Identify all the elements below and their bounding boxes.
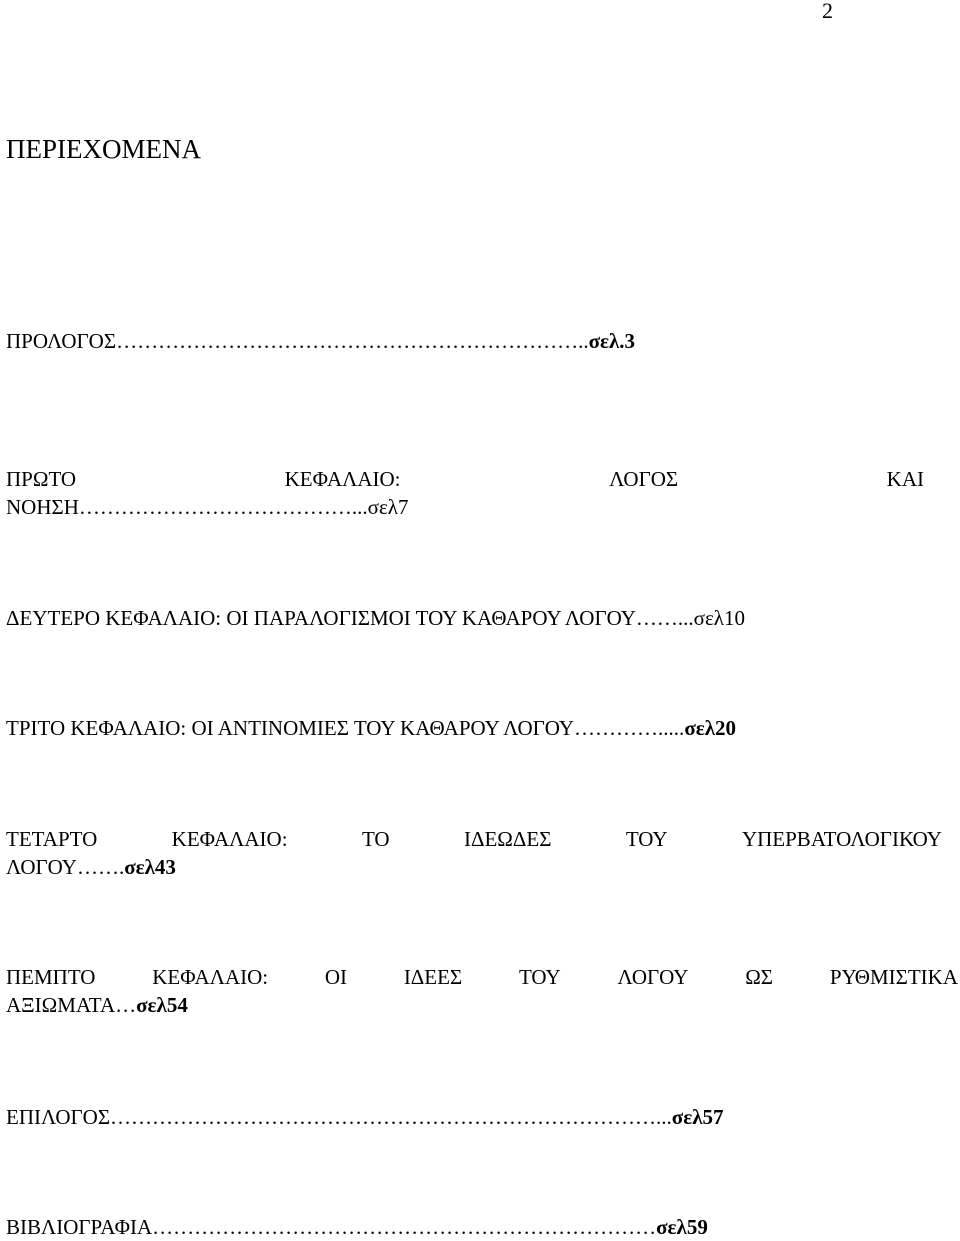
toc-word: ΚΕΦΑΛΑΙΟ: xyxy=(152,965,269,989)
toc-entry-line-1 xyxy=(6,963,958,991)
toc-word: ΠΡΩΤΟ xyxy=(6,467,77,491)
toc-entry-text: ΠΡΟΛΟΓΟΣ………………………………………………………….. xyxy=(6,329,589,353)
toc-entry-line-2 xyxy=(6,493,924,521)
toc-entry-line-1 xyxy=(6,465,924,493)
toc-word: ΤΟ xyxy=(361,827,390,851)
toc-word: ΟΙ xyxy=(324,965,348,989)
toc-entry-bibliography xyxy=(6,1213,924,1241)
toc-entry-chapter-3 xyxy=(6,714,924,742)
toc-word: ΚΕΦΑΛΑΙΟ: xyxy=(284,467,401,491)
toc-word: ΥΠΕΡΒΑΤΟΛΟΓΙΚΟΥ xyxy=(741,827,942,851)
toc-word: ΤΟΥ xyxy=(518,965,561,989)
toc-entry-text: ΒΙΒΛΙΟΓΡΑΦΙΑ……………………………………………………………… xyxy=(6,1215,657,1239)
toc-entry-text: ΕΠΙΛΟΓΟΣ……………………………………………………………………... xyxy=(6,1105,672,1129)
toc-entry-chapter-2 xyxy=(6,604,924,632)
page-title: ΠΕΡΙΕΧΟΜΕΝΑ xyxy=(6,134,201,164)
toc-entry-page: σελ43 xyxy=(124,855,176,879)
toc-entry-chapter-5 xyxy=(6,963,958,1019)
toc-word: ΛΟΓΟΣ xyxy=(609,467,679,491)
toc-entry-text: ΤΡΙΤΟ ΚΕΦΑΛΑΙΟ: ΟΙ ΑΝΤΙΝΟΜΙΕΣ ΤΟΥ ΚΑΘΑΡΟΥ ΛΟΓΟΥ…………..... xyxy=(6,716,685,740)
toc-entry-line-2 xyxy=(6,853,942,881)
toc-entry-prologue xyxy=(6,327,924,355)
toc-entry-page: σελ10 xyxy=(693,606,745,630)
toc-word: ΡΥΘΜΙΣΤΙΚΑ xyxy=(829,965,958,989)
toc-entry-chapter-1 xyxy=(6,465,924,521)
toc-word: ΤΕΤΑΡΤΟ xyxy=(6,827,98,851)
toc-entry-page: σελ57 xyxy=(671,1105,724,1129)
toc-word: ΤΟΥ xyxy=(625,827,668,851)
toc-entry-text: ΔΕΥΤΕΡΟ ΚΕΦΑΛΑΙΟ: ΟΙ ΠΑΡΑΛΟΓΙΣΜΟΙ ΤΟΥ ΚΑΘΑΡΟΥ ΛΟΓΟΥ……... xyxy=(6,606,694,630)
toc-word: ΚΕΦΑΛΑΙΟ: xyxy=(171,827,288,851)
toc-word: ΙΔΕΕΣ xyxy=(403,965,463,989)
toc-word: ΙΔΕΩΔΕΣ xyxy=(463,827,552,851)
toc-entry-chapter-4 xyxy=(6,825,942,881)
toc-word: ΩΣ xyxy=(745,965,774,989)
toc-entry-page: σελ.3 xyxy=(588,329,636,353)
toc-entry-text: ΝΟΗΣΗ…………………………………... xyxy=(6,495,368,519)
toc-entry-page: σελ7 xyxy=(367,495,409,519)
toc-word: ΛΟΓΟΥ xyxy=(617,965,689,989)
toc-word: ΠΕΜΠΤΟ xyxy=(6,965,96,989)
toc-word: ΚΑΙ xyxy=(886,467,924,491)
toc-entry-page: σελ20 xyxy=(684,716,737,740)
toc-entry-line-2 xyxy=(6,991,958,1019)
toc-entry-page: σελ59 xyxy=(656,1215,708,1239)
toc-entry-page: σελ54 xyxy=(136,993,188,1017)
toc-entry-epilogue xyxy=(6,1103,924,1131)
toc-entry-text: ΛΟΓΟΥ……. xyxy=(6,855,125,879)
toc-entry-text: ΑΞΙΩΜΑΤΑ… xyxy=(6,993,137,1017)
page-number: 2 xyxy=(822,0,833,23)
toc-entry-line-1 xyxy=(6,825,942,853)
